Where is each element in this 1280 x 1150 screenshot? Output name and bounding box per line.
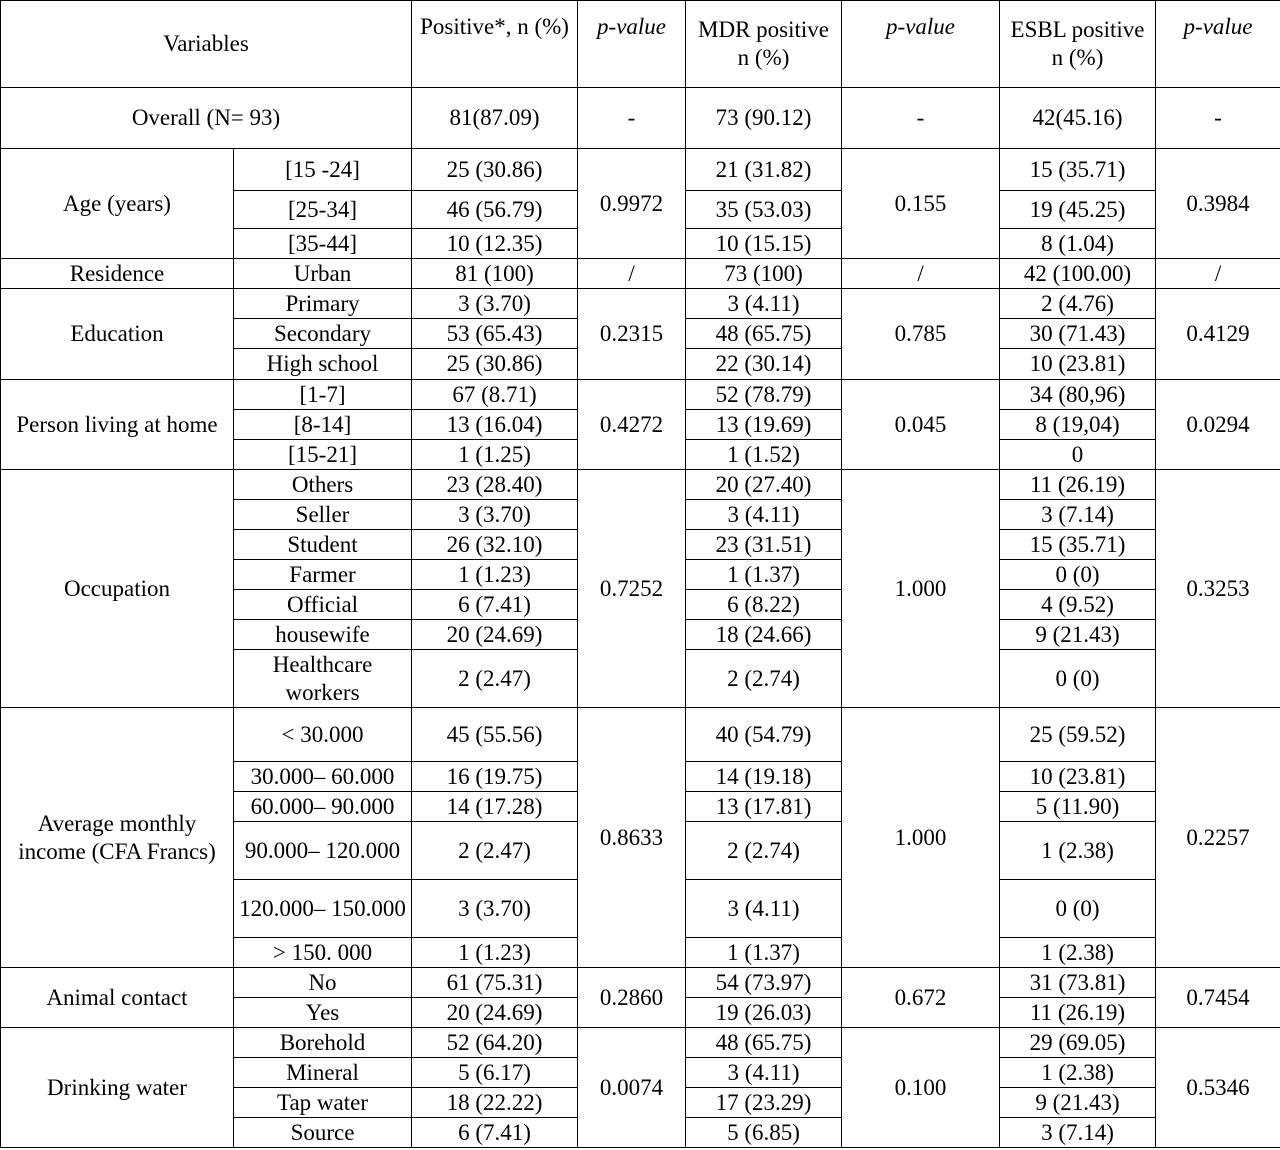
mdr-cell: 22 (30.14)	[686, 349, 842, 380]
category-cell: Mineral	[234, 1058, 412, 1088]
positive-cell: 16 (19.75)	[412, 762, 578, 792]
positive-cell: 61 (75.31)	[412, 968, 578, 998]
overall-pvalue-3: -	[1156, 88, 1280, 149]
esbl-cell: 5 (11.90)	[1000, 792, 1156, 822]
mdr-cell: 54 (73.97)	[686, 968, 842, 998]
mdr-cell: 23 (31.51)	[686, 530, 842, 560]
table-row	[1, 289, 1280, 319]
group-label: Residence	[1, 259, 234, 289]
category-cell: Student	[234, 530, 412, 560]
esbl-cell: 42 (100.00)	[1000, 259, 1156, 289]
pvalue-mdr: 0.672	[842, 968, 1000, 1028]
overall-esbl: 42(45.16)	[1000, 88, 1156, 149]
category-cell: Tap water	[234, 1088, 412, 1118]
esbl-cell: 1 (2.38)	[1000, 822, 1156, 880]
esbl-cell: 0	[1000, 440, 1156, 470]
pvalue-esbl: 0.3253	[1156, 470, 1280, 708]
mdr-cell: 5 (6.85)	[686, 1118, 842, 1148]
category-cell: 60.000– 90.000	[234, 792, 412, 822]
positive-cell: 10 (12.35)	[412, 229, 578, 259]
mdr-cell: 17 (23.29)	[686, 1088, 842, 1118]
pvalue-mdr: 0.155	[842, 149, 1000, 259]
pvalue-esbl: 0.7454	[1156, 968, 1280, 1028]
esbl-cell: 3 (7.14)	[1000, 500, 1156, 530]
pvalue-esbl: 0.2257	[1156, 708, 1280, 968]
positive-cell: 3 (3.70)	[412, 500, 578, 530]
pvalue-positive: 0.7252	[578, 470, 686, 708]
positive-cell: 23 (28.40)	[412, 470, 578, 500]
positive-cell: 3 (3.70)	[412, 289, 578, 319]
esbl-cell: 4 (9.52)	[1000, 590, 1156, 620]
esbl-cell: 31 (73.81)	[1000, 968, 1156, 998]
pvalue-mdr: 1.000	[842, 470, 1000, 708]
header-variables: Variables	[1, 1, 412, 88]
positive-cell: 2 (2.47)	[412, 650, 578, 708]
mdr-cell: 2 (2.74)	[686, 822, 842, 880]
table-row	[1, 708, 1280, 762]
positive-cell: 26 (32.10)	[412, 530, 578, 560]
pvalue-positive: 0.2315	[578, 289, 686, 380]
table-row	[1, 968, 1280, 998]
mdr-cell: 1 (1.37)	[686, 938, 842, 968]
group-label: Drinking water	[1, 1028, 234, 1148]
positive-cell: 20 (24.69)	[412, 620, 578, 650]
esbl-cell: 11 (26.19)	[1000, 998, 1156, 1028]
group-label: Education	[1, 289, 234, 380]
mdr-cell: 6 (8.22)	[686, 590, 842, 620]
pvalue-mdr: 0.785	[842, 289, 1000, 380]
mdr-cell: 14 (19.18)	[686, 762, 842, 792]
positive-cell: 6 (7.41)	[412, 1118, 578, 1148]
header-pvalue-3: p-value	[1156, 1, 1280, 88]
mdr-cell: 52 (78.79)	[686, 380, 842, 410]
header-pvalue-1: p-value	[578, 1, 686, 88]
esbl-cell: 0 (0)	[1000, 650, 1156, 708]
category-cell: Official	[234, 590, 412, 620]
positive-cell: 45 (55.56)	[412, 708, 578, 762]
positive-cell: 52 (64.20)	[412, 1028, 578, 1058]
positive-cell: 20 (24.69)	[412, 998, 578, 1028]
category-cell: 90.000– 120.000	[234, 822, 412, 880]
esbl-cell: 19 (45.25)	[1000, 191, 1156, 229]
esbl-cell: 10 (23.81)	[1000, 349, 1156, 380]
mdr-cell: 3 (4.11)	[686, 1058, 842, 1088]
category-cell: [15-21]	[234, 440, 412, 470]
esbl-cell: 11 (26.19)	[1000, 470, 1156, 500]
pvalue-mdr: 0.045	[842, 380, 1000, 470]
pvalue-positive: 0.2860	[578, 968, 686, 1028]
group-label: Person living at home	[1, 380, 234, 470]
pvalue-esbl: 0.5346	[1156, 1028, 1280, 1148]
group-label: Animal contact	[1, 968, 234, 1028]
positive-cell: 6 (7.41)	[412, 590, 578, 620]
overall-pvalue-1: -	[578, 88, 686, 149]
table-row	[1, 1028, 1280, 1058]
category-cell: Secondary	[234, 319, 412, 349]
category-cell: Borehold	[234, 1028, 412, 1058]
table-row	[1, 470, 1280, 500]
positive-cell: 5 (6.17)	[412, 1058, 578, 1088]
category-cell: < 30.000	[234, 708, 412, 762]
mdr-cell: 13 (19.69)	[686, 410, 842, 440]
esbl-cell: 29 (69.05)	[1000, 1028, 1156, 1058]
esbl-cell: 1 (2.38)	[1000, 938, 1156, 968]
category-cell: Yes	[234, 998, 412, 1028]
category-cell: [8-14]	[234, 410, 412, 440]
esbl-cell: 2 (4.76)	[1000, 289, 1156, 319]
positive-cell: 2 (2.47)	[412, 822, 578, 880]
category-cell: Primary	[234, 289, 412, 319]
pvalue-positive: 0.9972	[578, 149, 686, 259]
category-cell: 120.000– 150.000	[234, 880, 412, 938]
pvalue-positive: /	[578, 259, 686, 289]
esbl-cell: 34 (80,96)	[1000, 380, 1156, 410]
category-cell: Healthcare workers	[234, 650, 412, 708]
esbl-cell: 0 (0)	[1000, 880, 1156, 938]
category-cell: Others	[234, 470, 412, 500]
mdr-cell: 73 (100)	[686, 259, 842, 289]
mdr-cell: 3 (4.11)	[686, 880, 842, 938]
esbl-cell: 25 (59.52)	[1000, 708, 1156, 762]
pvalue-esbl: 0.4129	[1156, 289, 1280, 380]
mdr-cell: 10 (15.15)	[686, 229, 842, 259]
category-cell: Seller	[234, 500, 412, 530]
category-cell: Source	[234, 1118, 412, 1148]
esbl-cell: 1 (2.38)	[1000, 1058, 1156, 1088]
mdr-cell: 20 (27.40)	[686, 470, 842, 500]
mdr-cell: 21 (31.82)	[686, 149, 842, 191]
category-cell: > 150. 000	[234, 938, 412, 968]
category-cell: [25-34]	[234, 191, 412, 229]
table-row	[1, 259, 1280, 289]
esbl-cell: 10 (23.81)	[1000, 762, 1156, 792]
pvalue-mdr: /	[842, 259, 1000, 289]
category-cell: No	[234, 968, 412, 998]
pvalue-esbl: /	[1156, 259, 1280, 289]
mdr-cell: 19 (26.03)	[686, 998, 842, 1028]
mdr-cell: 18 (24.66)	[686, 620, 842, 650]
category-cell: housewife	[234, 620, 412, 650]
group-label: Average monthly income (CFA Francs)	[1, 708, 234, 968]
header-esbl: ESBL positive n (%)	[1000, 1, 1156, 88]
overall-row	[1, 88, 1280, 149]
pvalue-esbl: 0.3984	[1156, 149, 1280, 259]
pvalue-mdr: 0.100	[842, 1028, 1000, 1148]
mdr-cell: 2 (2.74)	[686, 650, 842, 708]
category-cell: High school	[234, 349, 412, 380]
group-label: Age (years)	[1, 149, 234, 259]
header-positive: Positive*, n (%)	[412, 1, 578, 88]
pvalue-mdr: 1.000	[842, 708, 1000, 968]
group-label: Occupation	[1, 470, 234, 708]
overall-label: Overall (N= 93)	[1, 88, 412, 149]
esbl-cell: 8 (19,04)	[1000, 410, 1156, 440]
positive-cell: 1 (1.23)	[412, 938, 578, 968]
table-row	[1, 149, 1280, 191]
positive-cell: 3 (3.70)	[412, 880, 578, 938]
esbl-cell: 9 (21.43)	[1000, 1088, 1156, 1118]
mdr-cell: 3 (4.11)	[686, 500, 842, 530]
positive-cell: 81 (100)	[412, 259, 578, 289]
mdr-cell: 40 (54.79)	[686, 708, 842, 762]
positive-cell: 18 (22.22)	[412, 1088, 578, 1118]
positive-cell: 46 (56.79)	[412, 191, 578, 229]
category-cell: [35-44]	[234, 229, 412, 259]
overall-mdr: 73 (90.12)	[686, 88, 842, 149]
positive-cell: 13 (16.04)	[412, 410, 578, 440]
esbl-cell: 8 (1.04)	[1000, 229, 1156, 259]
positive-cell: 1 (1.23)	[412, 560, 578, 590]
category-cell: Farmer	[234, 560, 412, 590]
mdr-cell: 13 (17.81)	[686, 792, 842, 822]
header-pvalue-2: p-value	[842, 1, 1000, 88]
mdr-cell: 48 (65.75)	[686, 1028, 842, 1058]
positive-cell: 14 (17.28)	[412, 792, 578, 822]
category-cell: 30.000– 60.000	[234, 762, 412, 792]
mdr-cell: 35 (53.03)	[686, 191, 842, 229]
esbl-cell: 9 (21.43)	[1000, 620, 1156, 650]
overall-pvalue-2: -	[842, 88, 1000, 149]
pvalue-esbl: 0.0294	[1156, 380, 1280, 470]
overall-positive: 81(87.09)	[412, 88, 578, 149]
esbl-cell: 30 (71.43)	[1000, 319, 1156, 349]
pvalue-positive: 0.4272	[578, 380, 686, 470]
esbl-cell: 3 (7.14)	[1000, 1118, 1156, 1148]
header-mdr: MDR positive n (%)	[686, 1, 842, 88]
category-cell: [1-7]	[234, 380, 412, 410]
positive-cell: 67 (8.71)	[412, 380, 578, 410]
mdr-cell: 1 (1.52)	[686, 440, 842, 470]
table-row	[1, 380, 1280, 410]
esbl-cell: 15 (35.71)	[1000, 149, 1156, 191]
mdr-cell: 48 (65.75)	[686, 319, 842, 349]
positive-cell: 25 (30.86)	[412, 149, 578, 191]
positive-cell: 25 (30.86)	[412, 349, 578, 380]
positive-cell: 1 (1.25)	[412, 440, 578, 470]
positive-cell: 53 (65.43)	[412, 319, 578, 349]
esbl-cell: 0 (0)	[1000, 560, 1156, 590]
pvalue-positive: 0.0074	[578, 1028, 686, 1148]
pvalue-positive: 0.8633	[578, 708, 686, 968]
category-cell: Urban	[234, 259, 412, 289]
header-row	[1, 1, 1280, 88]
category-cell: [15 -24]	[234, 149, 412, 191]
mdr-cell: 3 (4.11)	[686, 289, 842, 319]
mdr-cell: 1 (1.37)	[686, 560, 842, 590]
esbl-cell: 15 (35.71)	[1000, 530, 1156, 560]
